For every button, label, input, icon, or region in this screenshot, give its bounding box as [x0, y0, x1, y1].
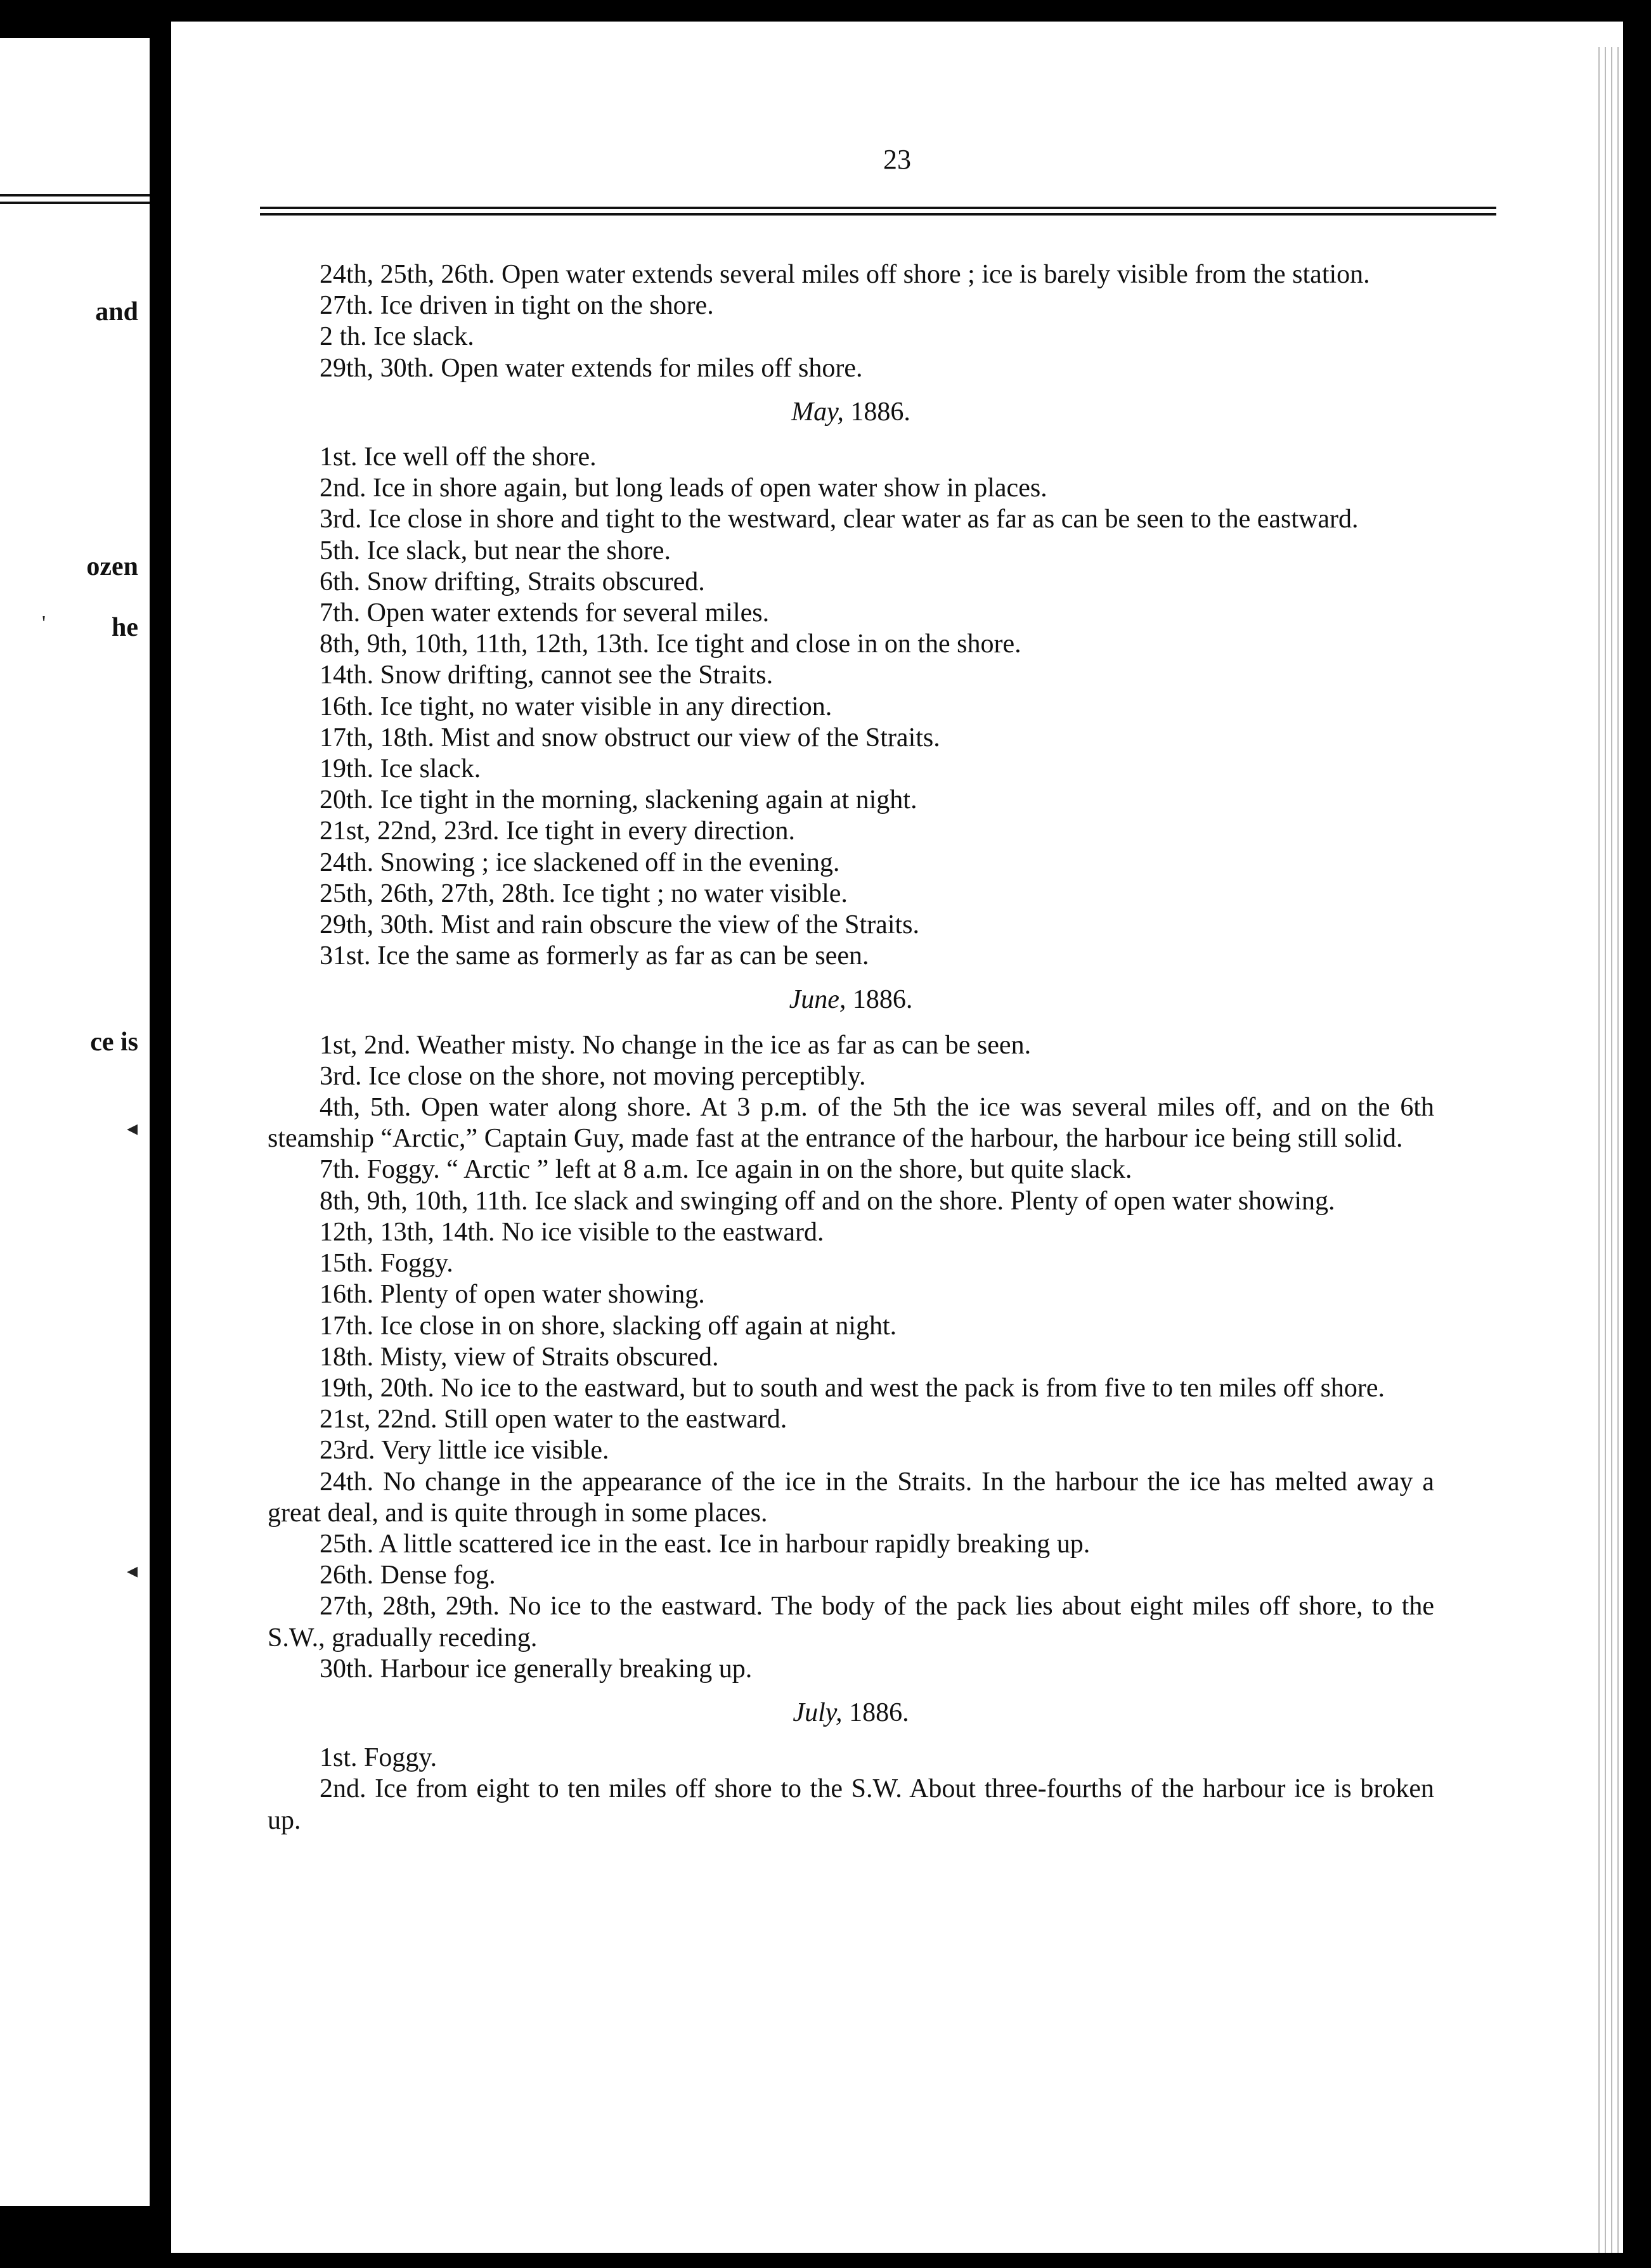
left-page-fragment: ce is: [90, 1028, 138, 1057]
log-entry: 7th. Foggy. “ Arctic ” left at 8 a.m. Ice again in on the shore, but quite slack.: [320, 1155, 1132, 1185]
month-year: 1886.: [842, 1698, 909, 1727]
log-entry: 1st. Ice well off the shore.: [320, 442, 597, 472]
log-entry: 12th, 13th, 14th. No ice visible to the eastward.: [320, 1217, 824, 1247]
log-entry: 4th, 5th. Open water along shore. At 3 p.m. of the 5th the ice was several miles off, and on the 6th steamship “Arctic,” Captain Guy, made fast at the entrance of the harbour, the harbour ice being still solid.: [268, 1093, 1434, 1154]
log-entry: 6th. Snow drifting, Straits obscured.: [320, 567, 705, 596]
log-entry: 1st, 2nd. Weather misty. No change in the ice as far as can be seen.: [320, 1030, 1032, 1060]
log-entry: 3rd. Ice close on the shore, not moving perceptibly.: [320, 1061, 866, 1091]
log-entry: 25th, 26th, 27th, 28th. Ice tight ; no water visible.: [320, 879, 848, 908]
log-entry: 5th. Ice slack, but near the shore.: [320, 536, 671, 565]
left-page-mark: ◂: [127, 1559, 138, 1583]
log-entry: 27th. Ice driven in tight on the shore.: [320, 291, 714, 321]
log-entry: 24th. Snowing ; ice slackened off in the evening.: [320, 847, 840, 877]
log-entry: 19th, 20th. No ice to the eastward, but to south and west the pack is from five to ten miles off shore.: [320, 1373, 1385, 1403]
header-rule-bottom: [260, 213, 1496, 216]
log-entry: 29th, 30th. Mist and rain obscure the view of the Straits.: [320, 910, 920, 940]
ice-log-text: [268, 259, 1434, 1836]
log-entry: 1st. Foggy.: [320, 1743, 437, 1773]
log-entry: 15th. Foggy.: [320, 1249, 453, 1279]
log-entry: 21st, 22nd. Still open water to the eastward.: [320, 1405, 787, 1434]
log-entry: 17th, 18th. Mist and snow obstruct our view of the Straits.: [320, 723, 940, 752]
log-entry: 21st, 22nd, 23rd. Ice tight in every direction.: [320, 816, 795, 846]
month-name: May,: [791, 397, 844, 427]
log-entry: 2nd. Ice from eight to ten miles off shore to the S.W. About three-fourths of the harbour ice is broken up.: [268, 1774, 1434, 1835]
log-entry: 2nd. Ice in shore again, but long leads of open water show in places.: [320, 474, 1047, 503]
header-rule-top: [260, 207, 1496, 209]
left-page-fragment: and: [95, 297, 138, 326]
month-heading: [268, 984, 1434, 1015]
log-entry: 24th. No change in the appearance of the ice in the Straits. In the harbour the ice has melted away a great deal, and is quite through in some places.: [268, 1467, 1434, 1528]
left-page-margin: [0, 38, 150, 2206]
log-entry: 8th, 9th, 10th, 11th. Ice slack and swinging off and on the shore. Plenty of open water showing.: [320, 1186, 1335, 1216]
log-entry: 16th. Ice tight, no water visible in any direction.: [320, 692, 832, 721]
log-entry: 17th. Ice close in on shore, slacking off again at night.: [320, 1311, 897, 1341]
log-entry: 7th. Open water extends for several miles.: [320, 598, 770, 628]
log-entry: 30th. Harbour ice generally breaking up.: [320, 1654, 753, 1684]
month-year: 1886.: [843, 397, 910, 427]
month-name: June,: [789, 985, 846, 1015]
log-entry: 20th. Ice tight in the morning, slackening again at night.: [320, 785, 917, 815]
left-page-rule: [0, 202, 150, 204]
left-page-mark: ': [42, 612, 46, 635]
month-heading: [268, 397, 1434, 428]
log-entry: 24th, 25th, 26th. Open water extends several miles off shore ; ice is barely visible from the station.: [320, 260, 1370, 289]
month-name: July,: [793, 1698, 843, 1727]
month-year: 1886.: [846, 985, 913, 1015]
log-entry: 25th. A little scattered ice in the east. Ice in harbour rapidly breaking up.: [320, 1529, 1091, 1559]
log-entry: 16th. Plenty of open water showing.: [320, 1280, 705, 1310]
log-entry: 31st. Ice the same as formerly as far as can be seen.: [320, 941, 869, 971]
log-entry: 8th, 9th, 10th, 11th, 12th, 13th. Ice tight and close in on the shore.: [320, 629, 1021, 659]
log-entry: 23rd. Very little ice visible.: [320, 1436, 609, 1466]
log-entry: 27th, 28th, 29th. No ice to the eastward. The body of the pack lies about eight miles off shore, to the S.W., gradually receding.: [268, 1592, 1434, 1653]
log-entry: 26th. Dense fog.: [320, 1561, 496, 1590]
page-edge-stack: [1595, 47, 1623, 2253]
left-page-fragment: ozen: [86, 552, 138, 581]
left-page-mark: ◂: [127, 1117, 138, 1140]
log-entry: 3rd. Ice close in shore and tight to the westward, clear water as far as can be seen to the eastward.: [320, 505, 1359, 534]
left-page-rule: [0, 194, 150, 197]
right-page: [171, 22, 1623, 2253]
log-entry: 29th, 30th. Open water extends for miles off shore.: [320, 353, 863, 383]
month-heading: [268, 1698, 1434, 1729]
page-number: 23: [883, 144, 911, 175]
log-entry: 14th. Snow drifting, cannot see the Straits.: [320, 660, 774, 690]
left-page-fragment: he: [112, 613, 138, 642]
log-entry: 18th. Misty, view of Straits obscured.: [320, 1342, 719, 1372]
log-entry: 19th. Ice slack.: [320, 754, 481, 784]
log-entry: 2 th. Ice slack.: [320, 322, 474, 352]
